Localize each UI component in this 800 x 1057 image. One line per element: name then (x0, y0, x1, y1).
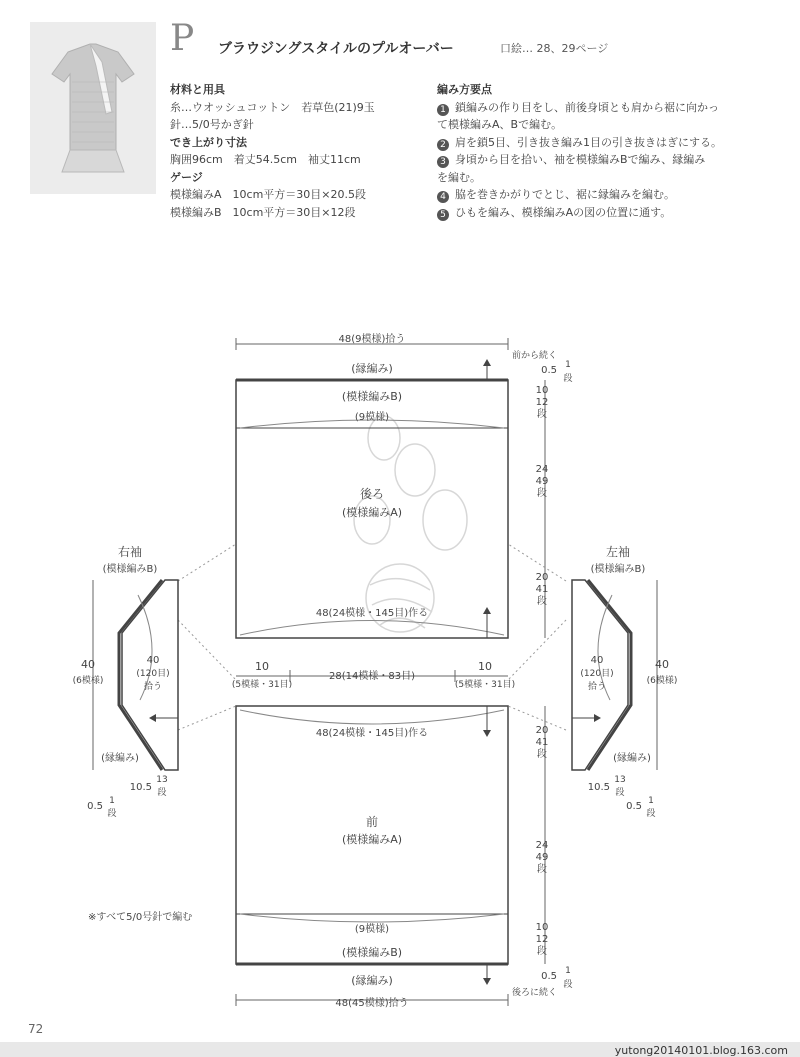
front-edge-label: (縁編み) (351, 974, 393, 987)
back-pattern-b: (模様編みB) (341, 390, 403, 403)
back-r1: 0.5 (541, 365, 557, 376)
svg-text:12: 12 (535, 934, 549, 945)
front-r3: 10 (535, 922, 549, 933)
step-3: 3 身頃から目を拾い、袖を模様編みBで編み、縁編み (437, 151, 722, 169)
svg-text:段: 段 (615, 788, 625, 798)
svg-text:段: 段 (537, 749, 547, 760)
step-1-cont: て模様編みA、Bで編む。 (437, 118, 563, 131)
right-sleeve-inner: 40 (146, 655, 160, 666)
front-r4: 0.5 (541, 971, 557, 982)
step-number: 4 (437, 191, 449, 203)
left-sleeve-e: 0.5 (626, 801, 642, 812)
svg-text:41: 41 (535, 584, 549, 595)
page-reference: 口絵… 28、29ページ (500, 42, 609, 55)
front-r1: 20 (535, 725, 549, 736)
back-cast-curve (240, 621, 504, 636)
right-sleeve-name: 右袖 (117, 545, 143, 559)
svg-text:49: 49 (535, 852, 549, 863)
left-sleeve-height: 40 (655, 658, 669, 671)
svg-text:1: 1 (565, 360, 571, 370)
svg-text:49: 49 (535, 476, 549, 487)
back-r3: 24 (535, 464, 549, 475)
needle-line: 針…5/0号かぎ針 (170, 118, 254, 131)
back-top-dim: 48(9模様)拾う (338, 334, 406, 345)
left-sleeve-w: 10.5 (587, 782, 610, 793)
svg-text:(120目): (120目) (580, 669, 614, 679)
front-r2: 24 (535, 840, 549, 851)
front-cont: 後ろに続く (512, 988, 558, 998)
front-cast-on: 48(24模様・145目)作る (315, 728, 429, 739)
front-nine: (9模様) (354, 924, 390, 935)
svg-text:13: 13 (614, 775, 626, 785)
right-sleeve-edge: (縁編み) (101, 753, 139, 764)
back-name: 後ろ (359, 487, 385, 501)
step-3-cont: を編む。 (437, 170, 481, 184)
left-sleeve-inner: 40 (590, 655, 604, 666)
svg-text:段: 段 (537, 409, 547, 420)
pattern-title: ブラウジングスタイルのプルオーバー (218, 41, 454, 57)
svg-text:拾う: 拾う (143, 682, 163, 692)
instructions-heading: 編み方要点 (437, 83, 492, 96)
right-sleeve-e: 0.5 (87, 801, 103, 812)
shoulder-left-sub: (5模様・31目) (231, 680, 293, 690)
svg-text:41: 41 (535, 737, 549, 748)
svg-text:段: 段 (646, 809, 656, 819)
svg-text:段: 段 (563, 374, 573, 384)
svg-text:段: 段 (157, 788, 167, 798)
shoulder-mid: 28(14模様・83目) (329, 671, 415, 682)
pattern-letter: P (170, 18, 195, 59)
gauge-b-line: 模様編みB 10cm平方＝30目×12段 (170, 205, 356, 219)
back-r4: 20 (535, 572, 549, 583)
svg-text:1: 1 (565, 966, 571, 976)
step-number: 2 (437, 139, 449, 151)
svg-text:1: 1 (109, 796, 115, 806)
shoulder-right-val: 10 (478, 660, 492, 673)
step-2: 2 肩を鎖5目、引き抜き編み1目の引き抜きはぎにする。 (437, 134, 722, 152)
svg-text:(6模様): (6模様) (646, 676, 678, 686)
shoulder-left-val: 10 (255, 660, 269, 673)
svg-text:段: 段 (537, 596, 547, 607)
watermark-url: yutong20140101.blog.163.com (614, 1044, 788, 1057)
step-number: 1 (437, 104, 449, 116)
page-number: 72 (28, 1022, 44, 1036)
cactus-watermark (354, 416, 467, 632)
svg-text:(6模様): (6模様) (72, 676, 104, 686)
shoulder-right-sub: (5模様・31目) (454, 680, 516, 690)
step-4: 4 脇を巻きかがりでとじ、裾に縁編みを編む。 (437, 186, 722, 204)
back-edge-label: (縁編み) (351, 362, 393, 375)
left-sleeve-name: 左袖 (605, 545, 631, 559)
svg-text:拾う: 拾う (587, 682, 607, 692)
step-5: 5 ひもを編み、模様編みAの図の位置に通す。 (437, 204, 722, 222)
front-bottom-dim: 48(45模様)拾う (335, 998, 409, 1009)
back-r2: 10 (535, 385, 549, 396)
svg-text:段: 段 (537, 864, 547, 875)
svg-text:12: 12 (535, 397, 549, 408)
back-cast-on: 48(24模様・145目)作る (315, 608, 429, 619)
svg-text:段: 段 (563, 980, 573, 990)
right-sleeve-pattern: (模様編みB) (102, 564, 158, 575)
size-heading: でき上がり寸法 (170, 135, 247, 149)
gauge-heading: ゲージ (170, 170, 203, 184)
step-number: 3 (437, 156, 449, 168)
front-pattern-b: (模様編みB) (341, 946, 403, 959)
step-number: 5 (437, 209, 449, 221)
right-sleeve-height: 40 (81, 658, 95, 671)
needle-note: ※すべて5/0号針で編む (88, 912, 193, 923)
svg-text:段: 段 (537, 488, 547, 499)
left-sleeve-edge: (縁編み) (613, 753, 651, 764)
front-pattern-a: (模様編みA) (341, 833, 403, 846)
svg-text:13: 13 (156, 775, 168, 785)
back-cont: 前から続く (512, 351, 558, 361)
svg-text:(120目): (120目) (136, 669, 170, 679)
svg-text:段: 段 (537, 946, 547, 957)
yarn-line: 糸…ウオッシュコットン 若草色(21)9玉 (170, 100, 375, 114)
front-name: 前 (365, 815, 379, 829)
gauge-a-line: 模様編みA 10cm平方＝30目×20.5段 (170, 188, 366, 201)
svg-text:1: 1 (648, 796, 654, 806)
step-1: 1 鎖編みの作り目をし、前後身頃とも肩から裾に向かっ (437, 99, 722, 117)
materials-heading: 材料と用具 (170, 83, 225, 96)
svg-text:段: 段 (107, 809, 117, 819)
back-nine: (9模様) (354, 412, 390, 423)
size-line: 胸囲96cm 着丈54.5cm 袖丈11cm (170, 153, 361, 166)
back-pattern-a: (模様編みA) (341, 506, 403, 519)
left-sleeve-pattern: (模様編みB) (590, 564, 646, 575)
right-sleeve-w: 10.5 (129, 782, 152, 793)
